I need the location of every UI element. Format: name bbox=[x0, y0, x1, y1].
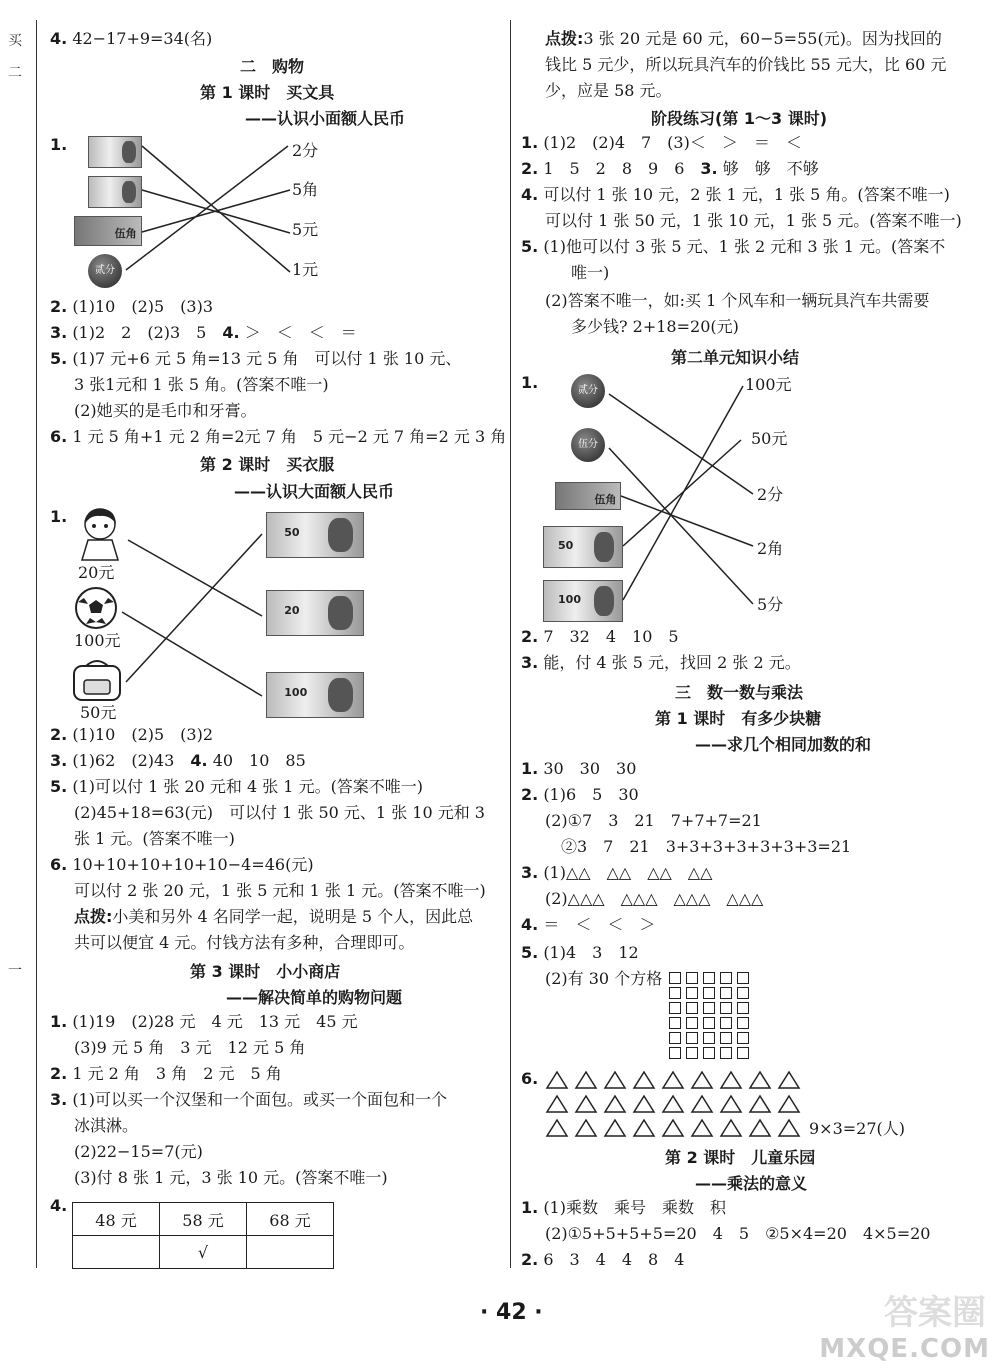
unit-title: 二 购物 bbox=[240, 57, 305, 76]
grid-square bbox=[737, 972, 749, 984]
margin-char-low: 一 bbox=[8, 963, 22, 979]
lesson-title: 第 2 课时 儿童乐园 bbox=[665, 1148, 816, 1167]
answer-line: 3. (1)62 (2)43 4. 40 10 85 bbox=[50, 751, 306, 770]
answer-line: 4. 可以付 1 张 10 元，2 张 1 元，1 张 5 角。(答案不唯一) bbox=[521, 185, 950, 204]
match-label: 50元 bbox=[751, 429, 788, 448]
answer-line: 6. 10+10+10+10+10−4=46(元) bbox=[50, 855, 314, 874]
answer-line: 2. 7 32 4 10 5 bbox=[521, 627, 679, 646]
triangle-shape bbox=[574, 1118, 598, 1138]
triangle-shape bbox=[661, 1118, 685, 1138]
coin-image: 伍分 bbox=[571, 428, 605, 462]
grid-square bbox=[720, 972, 732, 984]
answer-line: 1. 30 30 30 bbox=[521, 759, 637, 778]
match-label: 2分 bbox=[292, 141, 319, 160]
triangle-shape bbox=[777, 1070, 801, 1090]
triangle-shape bbox=[719, 1094, 743, 1114]
answer-line: (3)9 元 5 角 3 元 12 元 5 角 bbox=[74, 1038, 306, 1057]
table-cell bbox=[73, 1236, 160, 1269]
grid-square bbox=[669, 1017, 681, 1029]
item-price: 20元 bbox=[78, 563, 115, 582]
section-title: 第二单元知识小结 bbox=[671, 348, 800, 367]
grid-square bbox=[737, 1017, 749, 1029]
question-number: 1. bbox=[50, 507, 68, 526]
question-number: 6. bbox=[521, 1069, 539, 1088]
answer-line: 冰淇淋。 bbox=[74, 1116, 139, 1135]
answer-line: 2. 1 5 2 8 9 6 3. 够 够 不够 bbox=[521, 159, 819, 178]
grid-square bbox=[737, 1032, 749, 1044]
banknote-image: 伍角 bbox=[74, 216, 142, 246]
table-cell bbox=[247, 1236, 334, 1269]
grid-square bbox=[703, 1047, 715, 1059]
grid-square bbox=[703, 987, 715, 999]
grid-square bbox=[703, 1032, 715, 1044]
answer-line: 3. (1)△△ △△ △△ △△ bbox=[521, 863, 713, 882]
banknote-image: 伍角 bbox=[555, 482, 621, 510]
price-table bbox=[72, 1202, 334, 1269]
triangle-shape bbox=[603, 1070, 627, 1090]
triangle-shape bbox=[748, 1094, 772, 1114]
answer-line: (2)△△△ △△△ △△△ △△△ bbox=[545, 889, 764, 908]
table-header-cell: 48 元 bbox=[73, 1203, 160, 1236]
answer-line: (2)45+18=63(元) 可以付 1 张 50 元、1 张 10 元和 3 bbox=[74, 803, 485, 822]
grid-square bbox=[686, 1032, 698, 1044]
grid-square bbox=[686, 987, 698, 999]
answer-line: 2. (1)10 (2)5 (3)2 bbox=[50, 725, 214, 744]
margin-char-top: 买 bbox=[8, 33, 22, 49]
grid-square bbox=[720, 1032, 732, 1044]
question-number: 1. bbox=[521, 373, 539, 392]
banknote-image: 100 bbox=[266, 672, 364, 718]
equation: 9×3=27(人) bbox=[809, 1119, 906, 1138]
answer-line: (2)①7 3 21 7+7+7=21 bbox=[545, 811, 762, 830]
match-label: 1元 bbox=[292, 260, 319, 279]
triangle-shape bbox=[632, 1070, 656, 1090]
grid-square bbox=[737, 1002, 749, 1014]
question-number: 1. bbox=[50, 135, 68, 154]
answer-line: 2. (1)10 (2)5 (3)3 bbox=[50, 297, 214, 316]
answer-line: 4. 42−17+9=34(名) bbox=[50, 29, 213, 48]
question-number: 4. bbox=[50, 1196, 68, 1215]
triangle-shape bbox=[661, 1070, 685, 1090]
grid-square bbox=[720, 1002, 732, 1014]
answer-line: 多少钱? 2+18=20(元) bbox=[571, 317, 739, 336]
triangle-shape bbox=[748, 1118, 772, 1138]
answer-line: 3. 能，付 4 张 5 元，找回 2 张 2 元。 bbox=[521, 653, 801, 672]
answer-line: 唯一) bbox=[571, 263, 610, 282]
grid-square bbox=[720, 987, 732, 999]
page-number: · 42 · bbox=[480, 1300, 543, 1325]
watermark-logo: 答案圈 bbox=[884, 1293, 986, 1333]
grid-square bbox=[669, 1002, 681, 1014]
watermark-text: MXQE.COM bbox=[819, 1334, 990, 1364]
lesson-title: 第 2 课时 买衣服 bbox=[200, 455, 335, 474]
tip-line: 共可以便宜 4 元。付钱方法有多种，合理即可。 bbox=[74, 933, 415, 952]
answer-line: (2)①5+5+5+5=20 4 5 ②5×4=20 4×5=20 bbox=[545, 1224, 931, 1243]
match-label: 2角 bbox=[757, 539, 784, 558]
triangle-shape bbox=[632, 1094, 656, 1114]
answer-line: 5. (1)7 元+6 元 5 角=13 元 5 角 可以付 1 张 10 元、 bbox=[50, 349, 462, 368]
grid-square bbox=[737, 987, 749, 999]
tip-line: 钱比 5 元少，所以玩具汽车的价钱比 55 元大，比 60 元 bbox=[545, 55, 947, 74]
answer-line: (2)她买的是毛巾和牙膏。 bbox=[74, 401, 257, 420]
lesson-title: 第 1 课时 买文具 bbox=[200, 83, 335, 102]
answer-line: 张 1 元。(答案不唯一) bbox=[74, 829, 235, 848]
table-header-cell: 58 元 bbox=[160, 1203, 247, 1236]
answer-line: (2)有 30 个方格 bbox=[545, 969, 663, 988]
grid-square bbox=[669, 987, 681, 999]
answer-line: 5. (1)他可以付 3 张 5 元、1 张 2 元和 3 张 1 元。(答案不 bbox=[521, 237, 946, 256]
triangle-shape bbox=[574, 1070, 598, 1090]
table-header-cell: 68 元 bbox=[247, 1203, 334, 1236]
lesson-subtitle: ——乘法的意义 bbox=[695, 1174, 808, 1193]
answer-line: (2)22−15=7(元) bbox=[74, 1142, 203, 1161]
table-cell: √ bbox=[160, 1236, 247, 1269]
coin-image: 贰分 bbox=[571, 374, 605, 408]
triangle-shape bbox=[719, 1118, 743, 1138]
answer-line: 1. (1)乘数 乘号 乘数 积 bbox=[521, 1198, 726, 1217]
answer-line: 2. 6 3 4 4 8 4 bbox=[521, 1250, 685, 1269]
triangle-shape bbox=[632, 1118, 656, 1138]
coin-image: 贰分 bbox=[88, 254, 122, 288]
answer-line: 1. (1)2 (2)4 7 (3)＜ ＞ ＝ ＜ bbox=[521, 133, 802, 152]
answer-line: 可以付 2 张 20 元，1 张 5 元和 1 张 1 元。(答案不唯一) bbox=[74, 881, 486, 900]
matching-lines bbox=[0, 0, 505, 760]
lesson-title: 第 1 课时 有多少块糖 bbox=[655, 709, 822, 728]
triangle-shape bbox=[719, 1070, 743, 1090]
banknote-image: 20 bbox=[266, 590, 364, 636]
grid-square bbox=[686, 1017, 698, 1029]
answer-line: 2. 1 元 2 角 3 角 2 元 5 角 bbox=[50, 1064, 282, 1083]
match-label: 5元 bbox=[292, 220, 319, 239]
matching-lines bbox=[515, 0, 995, 640]
banknote-image: 100 bbox=[543, 580, 623, 622]
grid-square bbox=[686, 1002, 698, 1014]
match-label: 2分 bbox=[757, 485, 784, 504]
triangle-shape bbox=[661, 1094, 685, 1114]
answer-line: (3)付 8 张 1 元，3 张 10 元。(答案不唯一) bbox=[74, 1168, 388, 1187]
lesson-subtitle: ——认识大面额人民币 bbox=[234, 482, 395, 501]
triangle-shape bbox=[574, 1094, 598, 1114]
margin-char-mid: 二 bbox=[8, 65, 22, 81]
grid-square bbox=[669, 1032, 681, 1044]
triangle-shape bbox=[777, 1118, 801, 1138]
answer-line: 5. (1)可以付 1 张 20 元和 4 张 1 元。(答案不唯一) bbox=[50, 777, 424, 796]
triangle-shape bbox=[690, 1118, 714, 1138]
answer-line: 3. (1)可以买一个汉堡和一个面包。或买一个面包和一个 bbox=[50, 1090, 447, 1109]
tip-line: 点拨:3 张 20 元是 60 元，60−5=55(元)。因为找回的 bbox=[545, 29, 942, 48]
triangle-shape bbox=[777, 1094, 801, 1114]
banknote-image: 50 bbox=[543, 526, 623, 568]
answer-line: 1. (1)19 (2)28 元 4 元 13 元 45 元 bbox=[50, 1012, 358, 1031]
triangle-shape bbox=[748, 1070, 772, 1090]
lesson-title: 第 3 课时 小小商店 bbox=[190, 962, 341, 981]
column-divider bbox=[510, 20, 511, 1268]
grid-square bbox=[720, 1047, 732, 1059]
match-label: 100元 bbox=[745, 375, 792, 394]
answer-line: (2)答案不唯一，如:买 1 个风车和一辆玩具汽车共需要 bbox=[545, 291, 930, 310]
tip-line: 点拨:小美和另外 4 名同学一起，说明是 5 个人，因此总 bbox=[74, 907, 474, 926]
grid-square bbox=[686, 972, 698, 984]
triangle-shape bbox=[545, 1118, 569, 1138]
lesson-subtitle: ——解决简单的购物问题 bbox=[226, 988, 403, 1007]
triangle-shape bbox=[603, 1094, 627, 1114]
answer-line: 4. ＝ ＜ ＜ ＞ bbox=[521, 915, 656, 934]
match-label: 5分 bbox=[757, 595, 784, 614]
answer-line: 3. (1)2 2 (2)3 5 4. ＞ ＜ ＜ ＝ bbox=[50, 323, 357, 342]
answer-line: 5. (1)4 3 12 bbox=[521, 943, 639, 962]
tip-line: 少，应是 58 元。 bbox=[545, 81, 672, 100]
grid-square bbox=[669, 972, 681, 984]
triangle-shape bbox=[545, 1070, 569, 1090]
answer-line: ②3 7 21 3+3+3+3+3+3+3=21 bbox=[545, 837, 852, 856]
grid-square bbox=[703, 1017, 715, 1029]
grid-square bbox=[669, 1047, 681, 1059]
triangle-shape bbox=[603, 1118, 627, 1138]
lesson-subtitle: ——认识小面额人民币 bbox=[245, 109, 406, 128]
unit-title: 三 数一数与乘法 bbox=[675, 683, 804, 702]
grid-square bbox=[703, 972, 715, 984]
section-title: 阶段练习(第 1～3 课时) bbox=[651, 109, 828, 128]
grid-square bbox=[703, 1002, 715, 1014]
item-price: 50元 bbox=[80, 703, 117, 722]
banknote-image: 50 bbox=[266, 512, 364, 558]
match-label: 5角 bbox=[292, 180, 319, 199]
answer-line: 3 张1元和 1 张 5 角。(答案不唯一) bbox=[74, 375, 329, 394]
triangle-shape bbox=[545, 1094, 569, 1114]
grid-square bbox=[720, 1017, 732, 1029]
item-price: 100元 bbox=[74, 631, 121, 650]
lesson-subtitle: ——求几个相同加数的和 bbox=[695, 735, 872, 754]
answer-line: 6. 1 元 5 角+1 元 2 角=2元 7 角 5 元−2 元 7 角=2 元 3 角 bbox=[50, 427, 507, 446]
grid-square bbox=[737, 1047, 749, 1059]
answer-line: 2. (1)6 5 30 bbox=[521, 785, 639, 804]
answer-line: 可以付 1 张 50 元，1 张 10 元，1 张 5 元。(答案不唯一) bbox=[545, 211, 962, 230]
grid-square bbox=[686, 1047, 698, 1059]
triangle-shape bbox=[690, 1094, 714, 1114]
triangle-shape bbox=[690, 1070, 714, 1090]
